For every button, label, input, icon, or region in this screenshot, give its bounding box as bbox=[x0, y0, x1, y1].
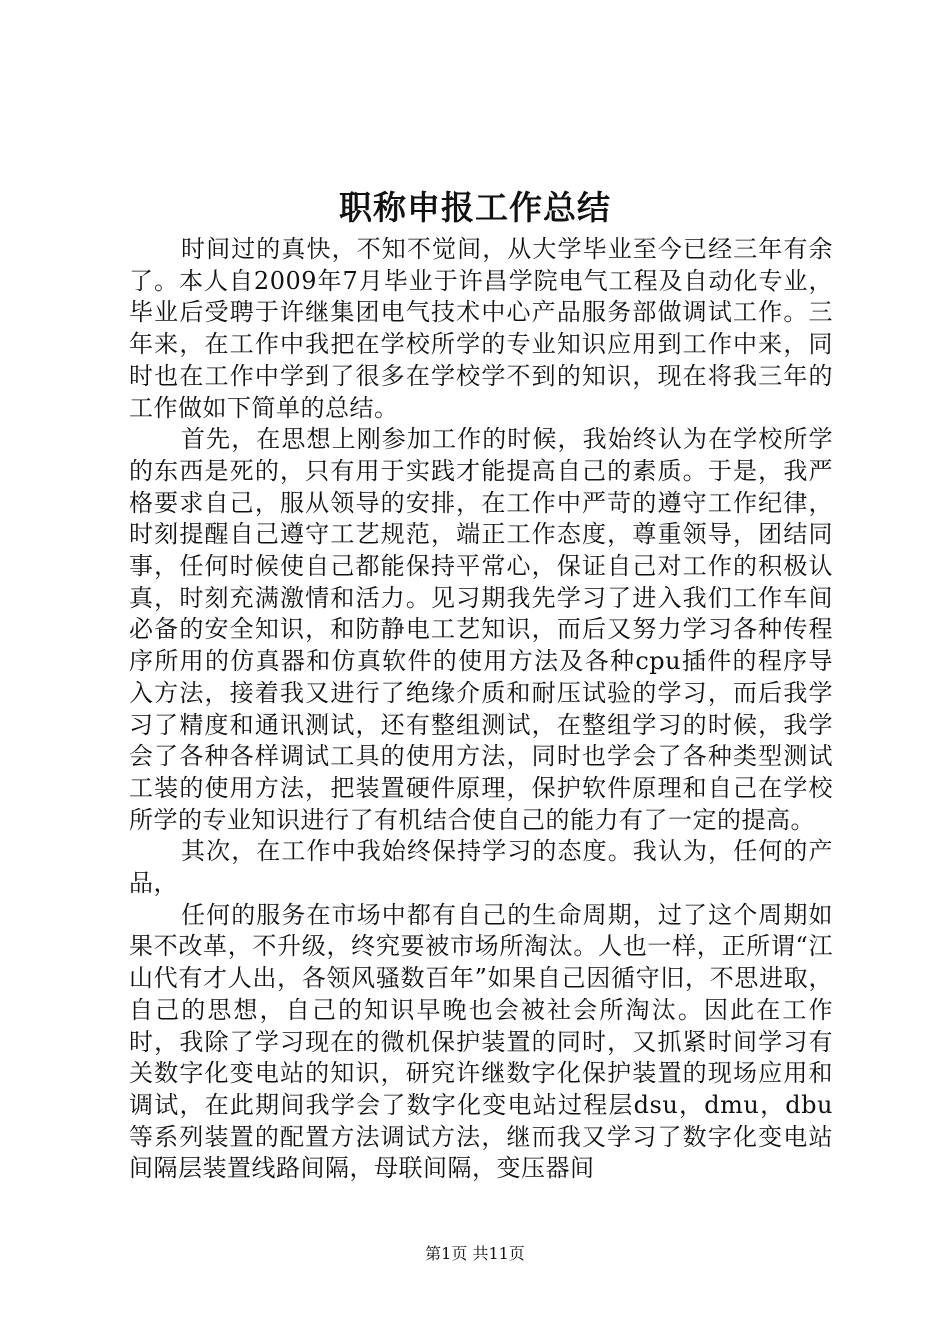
paragraph: 时间过的真快，不知不觉间，从大学毕业至今已经三年有余了。本人自2009年7月毕业于许昌学院电气工程及自动化专业，毕业后受聘于许继集团电气技术中心产品服务部做调试工作。三年来，在工作中我把在学校所学的专业知识应用到工作中来，同时也在工作中学到了很多在学校学不到的知识，现在将我三年的工作做如下简单的总结。 bbox=[129, 235, 833, 422]
paragraph: 其次，在工作中我始终保持学习的态度。我认为，任何的产品， bbox=[129, 837, 833, 898]
document-title: 职称申报工作总结 bbox=[339, 188, 611, 227]
document-body bbox=[129, 234, 833, 1185]
paragraph: 任何的服务在市场中都有自己的生命周期，过了这个周期如果不改革，不升级，终究要被市场所淘汰。人也一样，正所谓“江山代有才人出，各领风骚数百年”如果自己因循守旧，不思进取，自己的思想，自己的知识早晚也会被社会所淘汰。因此在工作时，我除了学习现在的微机保护装置的同时，又抓紧时间学习有关数字化变电站的知识，研究许继数字化保护装置的现场应用和调试，在此期间我学会了数字化变电站过程层dsu，dmu，dbu等系列装置的配置方法调试方法，继而我又学习了数字化变电站间隔层装置线路间隔，母联间隔，变压器间 bbox=[129, 900, 833, 1183]
page-number-footer: 第1页 共11页 bbox=[425, 1244, 525, 1263]
paragraph: 首先，在思想上刚参加工作的时候，我始终认为在学校所学的东西是死的，只有用于实践才能提高自己的素质。于是，我严格要求自己，服从领导的安排，在工作中严苛的遵守工作纪律，时刻提醒自己遵守工艺规范，端正工作态度，尊重领导，团结同事，任何时候使自己都能保持平常心，保证自己对工作的积极认真，时刻充满激情和活力。见习期我先学习了进入我们工作车间必备的安全知识，和防静电工艺知识，而后又努力学习各种传程序所用的仿真器和仿真软件的使用方法及各种cpu插件的程序导入方法，接着我又进行了绝缘介质和耐压试验的学习，而后我学习了精度和通讯测试，还有整组测试，在整组学习的时候，我学会了各种各样调试工具的使用方法，同时也学会了各种类型测试工装的使用方法，把装置硬件原理，保护软件原理和自己在学校所学的专业知识进行了有机结合使自己的能力有了一定的提高。 bbox=[129, 425, 833, 834]
